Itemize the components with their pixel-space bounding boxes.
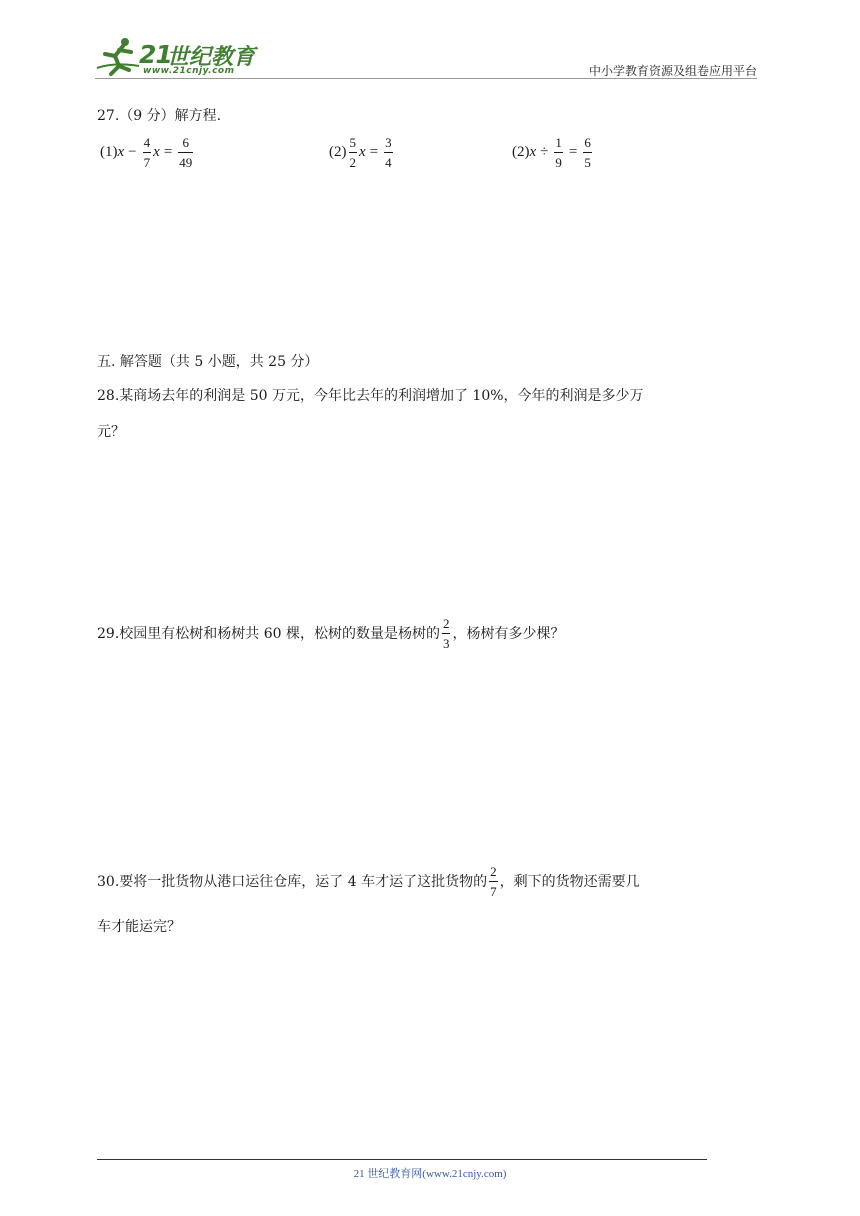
site-logo	[95, 34, 265, 78]
q30-numerator: 2	[490, 864, 497, 879]
eq2-result-denominator: 4	[385, 155, 392, 170]
equation-3	[512, 135, 594, 170]
q30-denominator: 7	[490, 884, 497, 899]
q30-line2: 车才能运完？	[97, 919, 181, 935]
q30-fraction	[489, 864, 498, 899]
footer-divider	[97, 1159, 707, 1160]
q30-text-before: 30.要将一批货物从港口运往仓库，运了 4 车才运了这批货物的	[97, 873, 488, 890]
q29-denominator: 3	[442, 636, 450, 651]
eq1-minus: −	[128, 144, 137, 160]
site-slogan: 中小学教育资源及组卷应用平台	[588, 64, 757, 78]
section-5-title: 五. 解答题（共 5 小题，共 25 分）	[97, 354, 319, 370]
q28-line2: 元？	[97, 424, 125, 440]
eq3-result-denominator: 5	[584, 155, 591, 170]
equation-1	[100, 135, 195, 170]
eq3-fraction	[554, 135, 563, 170]
q29-question	[97, 616, 564, 651]
eq1-var: x	[117, 144, 125, 160]
eq3-denominator: 9	[555, 155, 562, 170]
eq1-var2: x	[153, 144, 160, 160]
eq1-result-denominator: 49	[179, 155, 193, 170]
eq1-fraction	[143, 135, 152, 170]
eq2-denominator: 2	[349, 155, 356, 170]
eq3-result-fraction	[583, 135, 592, 170]
logo-number: 21	[139, 40, 172, 69]
eq1-label: (1)	[100, 144, 118, 160]
q30-text-after: ，剩下的货物还需要几	[499, 873, 640, 890]
q28-line1: 28.某商场去年的利润是 50 万元，今年比去年的利润增加了 10%，今年的利润是多少万	[97, 388, 644, 404]
q27-title: 27.（9 分）解方程.	[97, 108, 222, 124]
eq2-equals: =	[369, 144, 379, 160]
eq3-numerator: 1	[555, 135, 562, 150]
eq1-equals: =	[163, 144, 173, 160]
eq2-label: (2)	[329, 144, 347, 160]
eq2-result-fraction	[384, 135, 393, 170]
q29-numerator: 2	[442, 616, 450, 631]
eq3-var: x	[529, 144, 537, 160]
eq2-fraction	[349, 135, 358, 170]
q29-text-before: 29.校园里有松树和杨树共 60 棵，松树的数量是杨树的	[97, 625, 440, 642]
equation-2	[329, 135, 395, 170]
footer-link[interactable]: 21 世纪教育网(www.21cnjy.com)	[353, 1168, 507, 1180]
eq3-divide: ÷	[540, 144, 549, 160]
eq3-equals: =	[568, 144, 578, 160]
eq2-result-numerator: 3	[385, 135, 392, 150]
eq3-result-numerator: 6	[584, 135, 591, 150]
q29-text-after: ，杨树有多少棵？	[452, 625, 565, 642]
runner-icon	[95, 36, 141, 76]
logo-text: 世纪教育	[167, 45, 256, 70]
eq1-numerator: 4	[143, 135, 151, 150]
q30-question	[97, 864, 640, 899]
logo-url: www.21cnjy.com	[143, 66, 235, 76]
eq1-result-fraction	[178, 135, 193, 170]
eq1-result-numerator: 6	[182, 135, 190, 150]
eq2-var: x	[359, 144, 366, 160]
q29-fraction	[442, 616, 451, 651]
eq2-numerator: 5	[349, 135, 356, 150]
header-divider	[95, 78, 757, 79]
eq3-label: (2)	[512, 144, 530, 160]
eq1-denominator: 7	[143, 155, 151, 170]
